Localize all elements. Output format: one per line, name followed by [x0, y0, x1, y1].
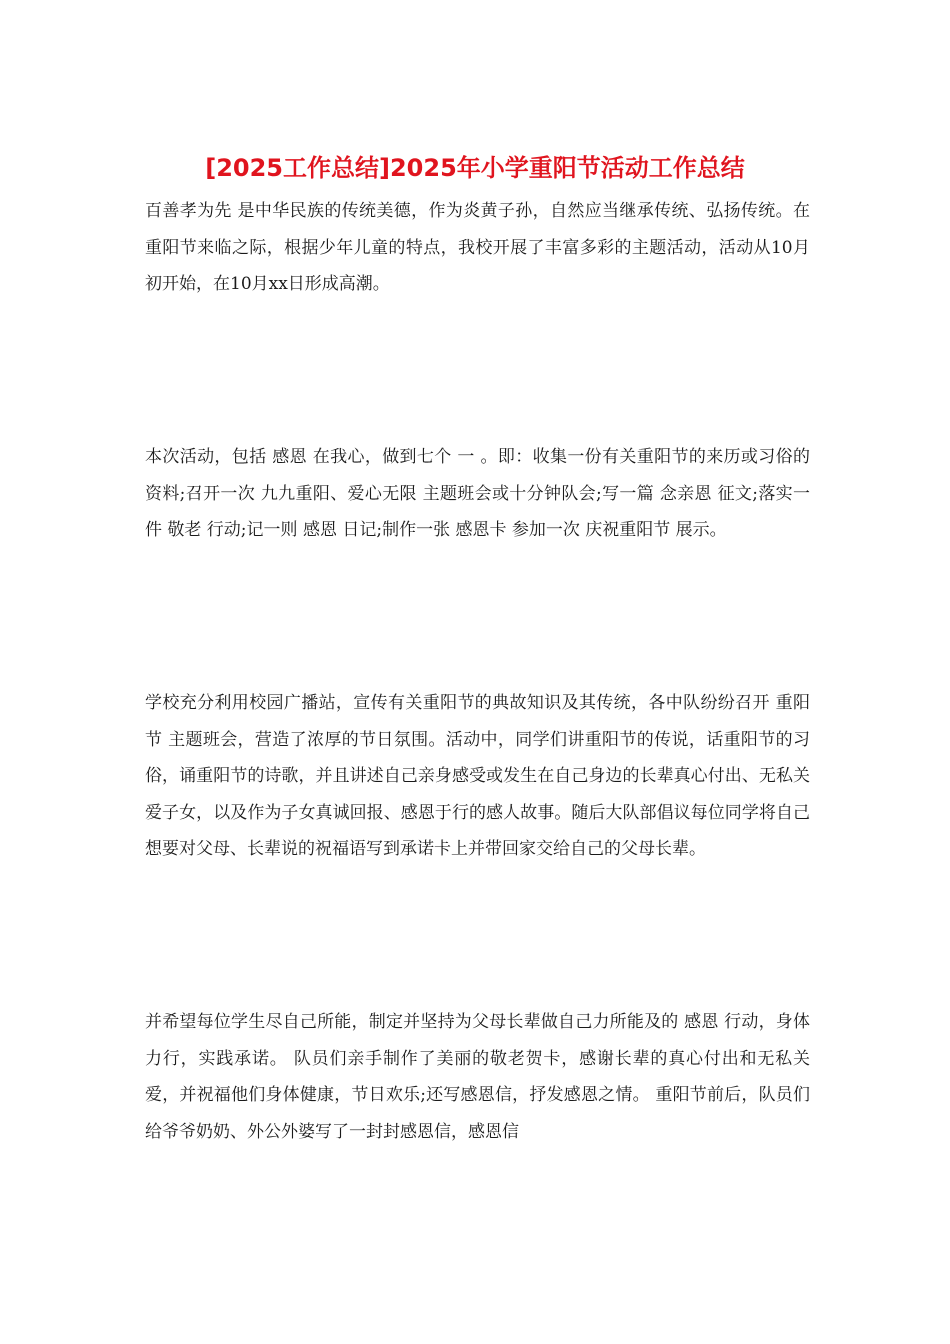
paragraph-intro: 百善孝为先 是中华民族的传统美德，作为炎黄子孙，自然应当继承传统、弘扬传统。在重阳节来临之际，根据少年儿童的特点，我校开展了丰富多彩的主题活动，活动从10月初开始，在10月xx日形成高潮。	[145, 201, 810, 294]
paragraph-activities: 本次活动，包括 感恩 在我心，做到七个 一 。即：收集一份有关重阳节的来历或习俗的资料;召开一次 九九重阳、爱心无限 主题班会或十分钟队会;写一篇 念亲恩 征文;落实一件 敬老 行动;记一则 感恩 日记;制作一张 感恩卡 参加一次 庆祝重阳节 展示。	[145, 447, 810, 540]
paragraph-broadcast: 学校充分利用校园广播站，宣传有关重阳节的典故知识及其传统，各中队纷纷召开 重阳节 主题班会，营造了浓厚的节日氛围。活动中，同学们讲重阳节的传说，话重阳节的习俗，诵重阳节的诗歌，并且讲述自己亲身感受或发生在自己身边的长辈真心付出、无私关爱子女，以及作为子女真诚回报、感恩于行的感人故事。随后大队部倡议每位同学将自己想要对父母、长辈说的祝福语写到承诺卡上并带回家交给自己的父母长辈。	[145, 693, 810, 859]
paragraph-gratitude: 并希望每位学生尽自己所能，制定并坚持为父母长辈做自己力所能及的 感恩 行动，身体力行，实践承诺。 队员们亲手制作了美丽的敬老贺卡，感谢长辈的真心付出和无私关爱，并祝福他们身体健康，节日欢乐;还写感恩信，抒发感恩之情。 重阳节前后，队员们给爷爷奶奶、外公外婆写了一封封感恩信，感恩信	[145, 1012, 810, 1142]
document-title: [2025工作总结]2025年小学重阳节活动工作总结	[205, 154, 745, 182]
